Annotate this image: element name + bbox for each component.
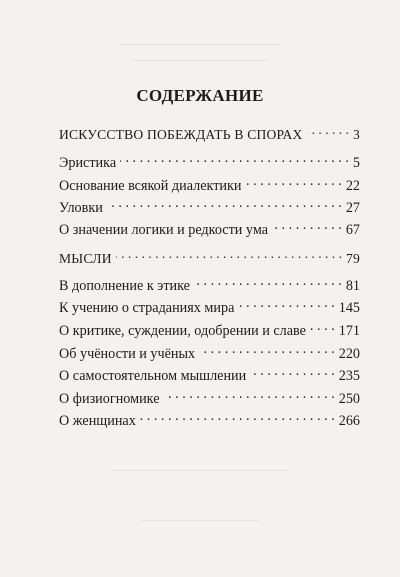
dot-leader xyxy=(199,340,335,358)
toc-page-number: 5 xyxy=(352,155,360,171)
toc-page-number: 3 xyxy=(353,127,360,142)
toc-page-number: 145 xyxy=(338,300,360,316)
toc-entry xyxy=(59,194,360,217)
toc-page-number: 79 xyxy=(346,251,360,266)
toc-entry xyxy=(59,149,360,172)
toc-page-number: 22 xyxy=(345,178,360,194)
dot-leader xyxy=(246,172,342,190)
toc-page-number: 171 xyxy=(338,323,360,339)
dot-leader xyxy=(250,362,334,380)
dot-leader xyxy=(272,216,342,234)
toc-entry-label: О физиогномике xyxy=(59,391,160,407)
toc-entry xyxy=(59,216,360,239)
toc-entry-label: К учению о страданиях мира xyxy=(59,300,235,316)
toc-entry-label: МЫСЛИ xyxy=(59,251,112,266)
toc-section-heading xyxy=(59,121,360,144)
toc-entry-label: Уловки xyxy=(59,200,103,216)
toc-section-heading xyxy=(59,245,360,268)
dot-leader xyxy=(307,121,349,139)
dot-leader xyxy=(140,407,335,425)
toc-entry xyxy=(59,294,360,317)
toc-entry xyxy=(59,272,360,295)
toc-entry-label: Об учёности и учёных xyxy=(59,346,196,362)
dot-leader xyxy=(238,294,334,312)
bleed-through-line xyxy=(140,520,260,521)
dot-leader xyxy=(164,385,335,403)
toc-entry-label: Эристика xyxy=(59,155,117,171)
bleed-through-line xyxy=(120,44,280,45)
toc-entry xyxy=(59,385,360,408)
bleed-through-line xyxy=(110,470,290,471)
toc-entry xyxy=(59,340,360,363)
toc-page-number: 81 xyxy=(345,278,360,294)
toc-entry-label: ИСКУССТВО ПОБЕЖДАТЬ В СПОРАХ xyxy=(59,127,303,142)
toc-entry xyxy=(59,407,360,430)
dot-leader xyxy=(116,245,342,263)
toc-entry-label: О значении логики и редкости ума xyxy=(59,222,268,238)
toc-page-number: 266 xyxy=(338,413,360,429)
dot-leader xyxy=(107,194,342,212)
dot-leader xyxy=(120,149,349,167)
toc-page-number: 250 xyxy=(338,391,360,407)
toc-entry-label: О самостоятельном мышлении xyxy=(59,368,247,384)
toc-page-number: 27 xyxy=(345,200,360,216)
toc-entry xyxy=(59,317,360,340)
toc-page-number: 220 xyxy=(338,346,360,362)
toc-entry-label: О критике, суждении, одобрении и славе xyxy=(59,323,306,339)
toc-entry-label: Основание всякой диалектики xyxy=(59,178,242,194)
toc-entry xyxy=(59,172,360,195)
page-title: СОДЕРЖАНИЕ xyxy=(136,86,264,105)
toc-entry xyxy=(59,362,360,385)
dot-leader xyxy=(310,317,335,335)
bleed-through-line xyxy=(130,60,270,61)
toc-entry-label: О женщинах xyxy=(59,413,136,429)
toc-page-number: 235 xyxy=(338,368,360,384)
toc-entry-label: В дополнение к этике xyxy=(59,278,190,294)
dot-leader xyxy=(194,272,342,290)
toc-page-number: 67 xyxy=(345,222,360,238)
